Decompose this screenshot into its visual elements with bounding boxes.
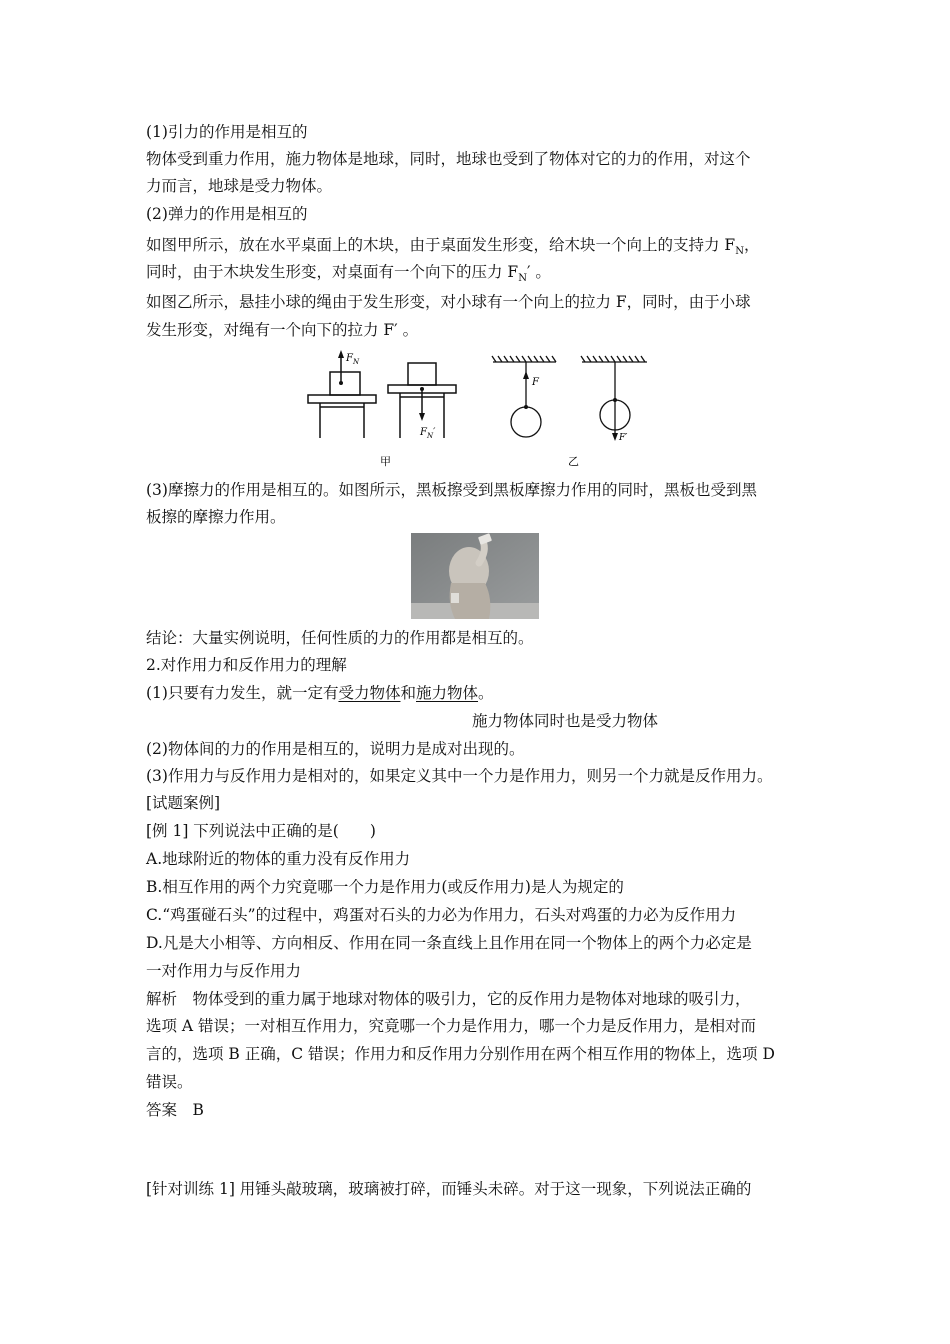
figure-label-yi: 乙: [568, 455, 579, 468]
ceiling-hatch: [581, 356, 645, 362]
f-label: F: [532, 377, 539, 388]
paragraph-gravity-line2: 力而言，地球是受力物体。: [146, 177, 333, 195]
child-hand-prop: [451, 593, 459, 603]
paragraph-gravity-line1: 物体受到重力作用，施力物体是地球，同时，地球也受到了物体对它的力的作用，对这个: [146, 150, 751, 168]
analysis-line3: 言的，选项 B 正确，C 错误；作用力和反作用力分别作用在两个相互作用的物体上，选项 D: [146, 1045, 775, 1063]
paragraph-elastic-line1: 如图甲所示，放在水平桌面上的木块，由于桌面发生形变，给木块一个向上的支持力 $F_N$，: [146, 236, 760, 258]
paragraph-friction-line2: 板擦的摩擦力作用。: [146, 508, 286, 526]
drill-question: [针对训练 1] 用锤头敲玻璃，玻璃被打碎，而锤头未碎。对于这一现象，下列说法正确的: [146, 1180, 752, 1198]
option-d-line1: D.凡是大小相等、方向相反、作用在同一条直线上且作用在同一个物体上的两个力必定是: [146, 934, 752, 952]
force-origin-dot: [339, 381, 343, 385]
table-block-upward-diagram: [308, 355, 376, 438]
fn-prime-label: $F_N'$: [420, 427, 436, 440]
option-c: C.“鸡蛋碰石头”的过程中，鸡蛋对石头的力必为作用力，石头对鸡蛋的力必为反作用力: [146, 906, 737, 924]
example-question: [例 1] 下列说法中正确的是( ): [146, 822, 376, 840]
ball-shape: [511, 407, 541, 437]
paragraph-friction-line1: (3)摩擦力的作用是相互的。如图所示，黑板擦受到黑板摩擦力作用的同时，黑板也受到黑: [146, 481, 757, 499]
force-diagram-figure: [300, 345, 660, 475]
option-a: A.地球附近的物体的重力没有反作用力: [146, 850, 411, 868]
option-b: B.相互作用的两个力究竟哪一个力是作用力(或反作用力)是人为规定的: [146, 878, 624, 896]
answer-line: 答案 B: [146, 1101, 204, 1119]
section-heading-understanding: 2.对作用力和反作用力的理解: [146, 656, 347, 674]
blackboard-eraser-illustration: [411, 533, 539, 619]
force-origin-dot: [613, 398, 617, 402]
paragraph-rope-line1: 如图乙所示，悬挂小球的绳由于发生形变，对小球有一个向上的拉力 F，同时，由于小球: [146, 293, 751, 311]
paragraph-rope-line2: 发生形变，对绳有一个向下的拉力 F′ 。: [146, 321, 419, 339]
arrow-head-up: [523, 371, 529, 379]
arrow-head-down: [419, 413, 425, 421]
tabletop-shape: [308, 395, 376, 403]
arrow-head-up: [338, 350, 344, 358]
paragraph-conclusion: 结论：大量实例说明，任何性质的力的作用都是相互的。: [146, 629, 534, 647]
ceiling-hatch: [492, 356, 556, 362]
force-origin-dot: [420, 387, 424, 391]
analysis-line4: 错误。: [146, 1073, 193, 1091]
force-diagram-svg: [300, 345, 660, 475]
section-heading-cases: [试题案例]: [146, 794, 221, 812]
block-shape: [330, 372, 360, 395]
figure-label-jia: 甲: [380, 455, 391, 468]
paragraph-point1: (1)只要有力发生，就一定有受力物体和施力物体。: [146, 684, 494, 702]
block-shape: [408, 363, 436, 385]
force-origin-dot: [524, 405, 528, 409]
arrow-head-down: [612, 433, 618, 441]
hanging-ball-upward-diagram: [492, 356, 556, 437]
annotation-note: 施力物体同时也是受力物体: [472, 712, 659, 730]
paragraph-elastic-line2: 同时，由于木块发生形变，对桌面有一个向下的压力 $F_N'$ 。: [146, 263, 551, 285]
analysis-line1: 解析 物体受到的重力属于地球对物体的吸引力，它的反作用力是物体对地球的吸引力，: [146, 990, 751, 1008]
option-d-line2: 一对作用力与反作用力: [146, 962, 302, 980]
paragraph-elastic-heading: (2)弹力的作用是相互的: [146, 205, 308, 223]
f-prime-label: F′: [619, 433, 628, 443]
hanging-ball-downward-diagram: [581, 356, 647, 435]
fn-label: $F_N$: [346, 353, 360, 366]
analysis-line2: 选项 A 错误；一对相互作用力，究竟哪一个力是作用力，哪一个力是反作用力，是相对而: [146, 1017, 757, 1035]
paragraph-point3: (3)作用力与反作用力是相对的，如果定义其中一个力是作用力，则另一个力就是反作用力。: [146, 767, 773, 785]
paragraph-gravity-heading: (1)引力的作用是相互的: [146, 123, 308, 141]
paragraph-point2: (2)物体间的力的作用是相互的，说明力是成对出现的。: [146, 740, 525, 758]
blackboard-eraser-photo: [411, 533, 539, 619]
